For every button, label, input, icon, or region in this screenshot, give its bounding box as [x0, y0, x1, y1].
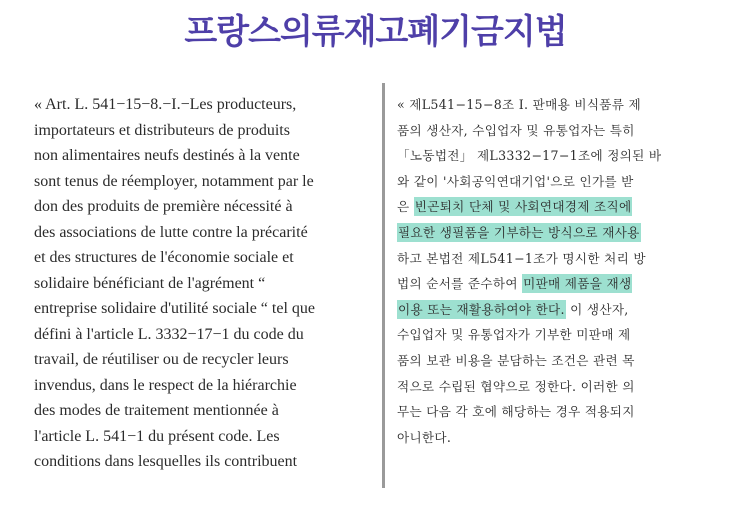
french-line: des modes de traitement mentionnée à — [34, 402, 279, 419]
page-title: 프랑스의류재고폐기금지법 — [184, 12, 567, 52]
korean-line: 「노동법전」 제L3332−17−1조에 정의된 바 — [397, 148, 662, 164]
highlighted-text: 필요한 생필품을 기부하는 방식으로 재사용 — [398, 224, 640, 240]
french-line: des associations de lutte contre la précarité — [34, 223, 308, 241]
korean-text-column — [397, 92, 732, 450]
korean-line: 수입업자 및 유통업자가 기부한 미판매 제 — [397, 327, 631, 343]
french-text-column — [34, 92, 374, 475]
french-line: invendus, dans le respect de la hiérarchie — [34, 376, 297, 394]
korean-line: 무는 다음 각 호에 해당하는 경우 적용되지 — [397, 404, 635, 420]
french-line: l'article L. 541−1 du présent code. Les — [34, 427, 280, 445]
french-line: non alimentaires neufs destinés à la vente — [34, 147, 300, 164]
korean-line: « 제L541−15−8조 I. 판매용 비식품류 제 — [397, 97, 641, 112]
french-line: travail, de réutiliser ou de recycler leurs — [34, 351, 289, 368]
french-line: don des produits de première nécessité à — [34, 198, 293, 215]
korean-line: 와 같이 '사회공익연대기업'으로 인가를 받 — [397, 173, 634, 189]
korean-text: 법의 순서를 준수하여 — [397, 276, 523, 292]
french-line: sont tenus de réemployer, notamment par le — [34, 172, 314, 190]
korean-line — [397, 194, 732, 220]
highlighted-text: 이용 또는 재활용하여야 한다. — [398, 301, 565, 317]
column-divider — [382, 83, 385, 488]
french-line: et des structures de l'économie sociale et — [34, 249, 294, 266]
korean-line: 품의 생산자, 수입업자 및 유통업자는 특히 — [397, 122, 635, 138]
korean-line: 하고 본법전 제L541−1조가 명시한 처리 방 — [397, 250, 646, 266]
french-line: solidaire bénéficiant de l'agrément “ — [34, 274, 266, 292]
korean-line — [397, 271, 732, 297]
french-line: importateurs et distributeurs de produits — [34, 121, 290, 139]
korean-line — [397, 220, 732, 246]
highlighted-text: 빈곤퇴치 단체 및 사회연대경제 조직에 — [414, 199, 632, 215]
korean-text: 은 — [397, 199, 414, 215]
highlighted-text: 미판매 제품을 재생 — [523, 276, 632, 292]
french-line: conditions dans lesquelles ils contribuent — [34, 453, 298, 470]
french-line: entreprise solidaire d'utilité sociale “ tel que — [34, 300, 315, 317]
korean-text: 이 생산자, — [565, 301, 629, 317]
korean-line — [397, 297, 732, 323]
french-line: défini à l'article L. 3332−17−1 du code du — [34, 325, 304, 343]
korean-line: 적으로 수립된 협약으로 정한다. 이러한 의 — [397, 378, 635, 394]
korean-line: 아니한다. — [397, 429, 452, 445]
korean-line: 품의 보관 비용을 분담하는 조건은 관련 목 — [397, 352, 635, 368]
french-line: « Art. L. 541−15−8.−I.−Les producteurs, — [34, 96, 297, 113]
